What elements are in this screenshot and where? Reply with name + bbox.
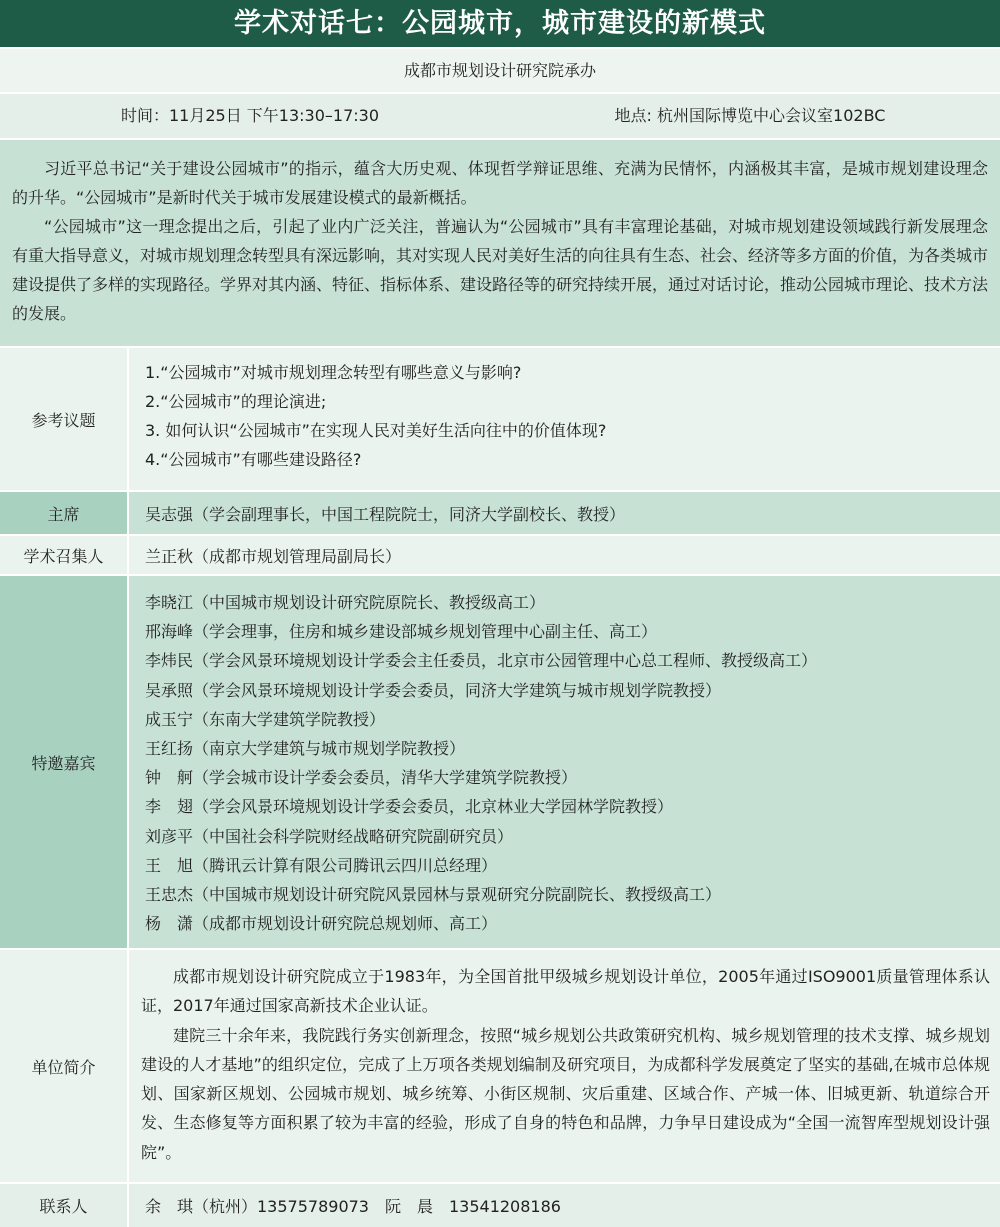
intro-paragraph: 习近平总书记“关于建设公园城市”的指示，蕴含大历史观、体现哲学辩证思维、充满为民情怀，内涵极其丰富，是城市规划建设理念的升华。“公园城市”是新时代关于城市发展建设模式的最新概括。 — [12, 159, 988, 207]
guests-row — [0, 576, 1000, 948]
guest-item: 钟 舸（学会城市设计学委会委员，清华大学建筑学院教授） — [145, 768, 578, 788]
guest-item: 刘彦平（中国社会科学院财经战略研究院副研究员） — [145, 826, 514, 846]
guest-item: 邢海峰（学会理事，住房和城乡建设部城乡规划管理中心副主任、高工） — [145, 622, 658, 642]
convener-row — [0, 536, 1000, 574]
unit-intro-label: 单位简介 — [0, 950, 127, 1182]
event-place: 地点: 杭州国际博览中心会议室102BC — [614, 106, 886, 125]
intro-paragraph: “公园城市”这一理念提出之后，引起了业内广泛关注，普遍认为“公园城市”具有丰富理论基础，对城市规划建设领域践行新发展理念有重大指导意义，对城市规划理念转型具有深远影响，其对实现人民对美好生活的向往具有生态、社会、经济等多方面的价值，为各类城市建设提供了多样的实现路径。学界对其内涵、特征、指标体系、建设路径等的研究持续开展，通过对话讨论，推动公园城市理论、技术方法的发展。 — [12, 217, 989, 323]
issue-item: 1.“公园城市”对城市规划理念转型有哪些意义与影响? — [145, 363, 522, 382]
contact-value-cell — [129, 1184, 1000, 1227]
unit-intro-text — [129, 950, 1000, 1182]
guest-item: 杨 潇（成都市规划设计研究院总规划师、高工） — [145, 914, 498, 934]
unit-intro-row — [0, 950, 1000, 1182]
contact-label: 联系人 — [0, 1184, 127, 1227]
issue-item: 3. 如何认识“公园城市”在实现人民对美好生活向往中的价值体现? — [145, 421, 607, 440]
page-title: 学术对话七：公园城市，城市建设的新模式 — [0, 0, 1000, 47]
issues-list — [129, 348, 1000, 490]
guest-item: 王忠杰（中国城市规划设计研究院风景园林与景观研究分院副院长、教授级高工） — [145, 885, 722, 905]
guest-item: 王红扬（南京大学建筑与城市规划学院教授） — [145, 739, 466, 759]
contact-row — [0, 1184, 1000, 1227]
event-time: 时间：11月25日 下午13:30–17:30 — [120, 106, 380, 125]
convener-value: 兰正秋（成都市规划管理局副局长） — [129, 536, 1000, 574]
guests-label: 特邀嘉宾 — [0, 576, 127, 948]
chair-value: 吴志强（学会副理事长，中国工程院院士，同济大学副校长、教授） — [129, 492, 1000, 534]
guests-list — [129, 576, 1000, 948]
intro-section — [0, 140, 1000, 346]
guest-item: 吴承照（学会风景环境规划设计学委会委员，同济大学建筑与城市规划学院教授） — [145, 680, 722, 700]
issues-label: 参考议题 — [0, 348, 127, 490]
guest-item: 王 旭（腾讯云计算有限公司腾讯云四川总经理） — [145, 855, 498, 875]
unit-intro-paragraph: 成都市规划设计研究院成立于1983年，为全国首批甲级城乡规划设计单位，2005年通过ISO9001质量管理体系认证，2017年通过国家高新技术企业认证。 — [141, 967, 990, 1016]
convener-label: 学术召集人 — [0, 536, 127, 574]
contact-value: 余 琪（杭州）13575789073 阮 晨 13541208186 — [145, 1197, 561, 1216]
chair-row — [0, 492, 1000, 534]
unit-intro-paragraph: 建院三十余年来，我院践行务实创新理念，按照“城乡规划公共政策研究机构、城乡规划管理的技术支撑、城乡规划建设的人才基地”的组织定位，完成了上万项各类规划编制及研究项目，为成都科学发展奠定了坚实的基础,在城市总体规划、国家新区规划、公园城市规划、城乡统筹、小街区规制、灾后重建、区域合作、产城一体、旧城更新、轨道综合开发、生态修复等方面积累了较为丰富的经验，形成了自身的特色和品牌，力争早日建设成为“全国一流智库型规划设计强院”。 — [141, 1025, 990, 1162]
issue-item: 4.“公园城市”有哪些建设路径? — [145, 450, 362, 469]
time-place-row — [0, 94, 1000, 138]
organizer-line: 成都市规划设计研究院承办 — [0, 49, 1000, 92]
guest-item: 李晓江（中国城市规划设计研究院原院长、教授级高工） — [145, 593, 546, 612]
chair-label: 主席 — [0, 492, 127, 534]
issues-row — [0, 348, 1000, 490]
guest-item: 李炜民（学会风景环境规划设计学委会主任委员，北京市公园管理中心总工程师、教授级高工） — [145, 651, 818, 671]
guest-item: 成玉宁（东南大学建筑学院教授） — [145, 709, 386, 729]
guest-item: 李 翅（学会风景环境规划设计学委会委员，北京林业大学园林学院教授） — [145, 797, 674, 817]
issue-item: 2.“公园城市”的理论演进; — [145, 392, 327, 411]
